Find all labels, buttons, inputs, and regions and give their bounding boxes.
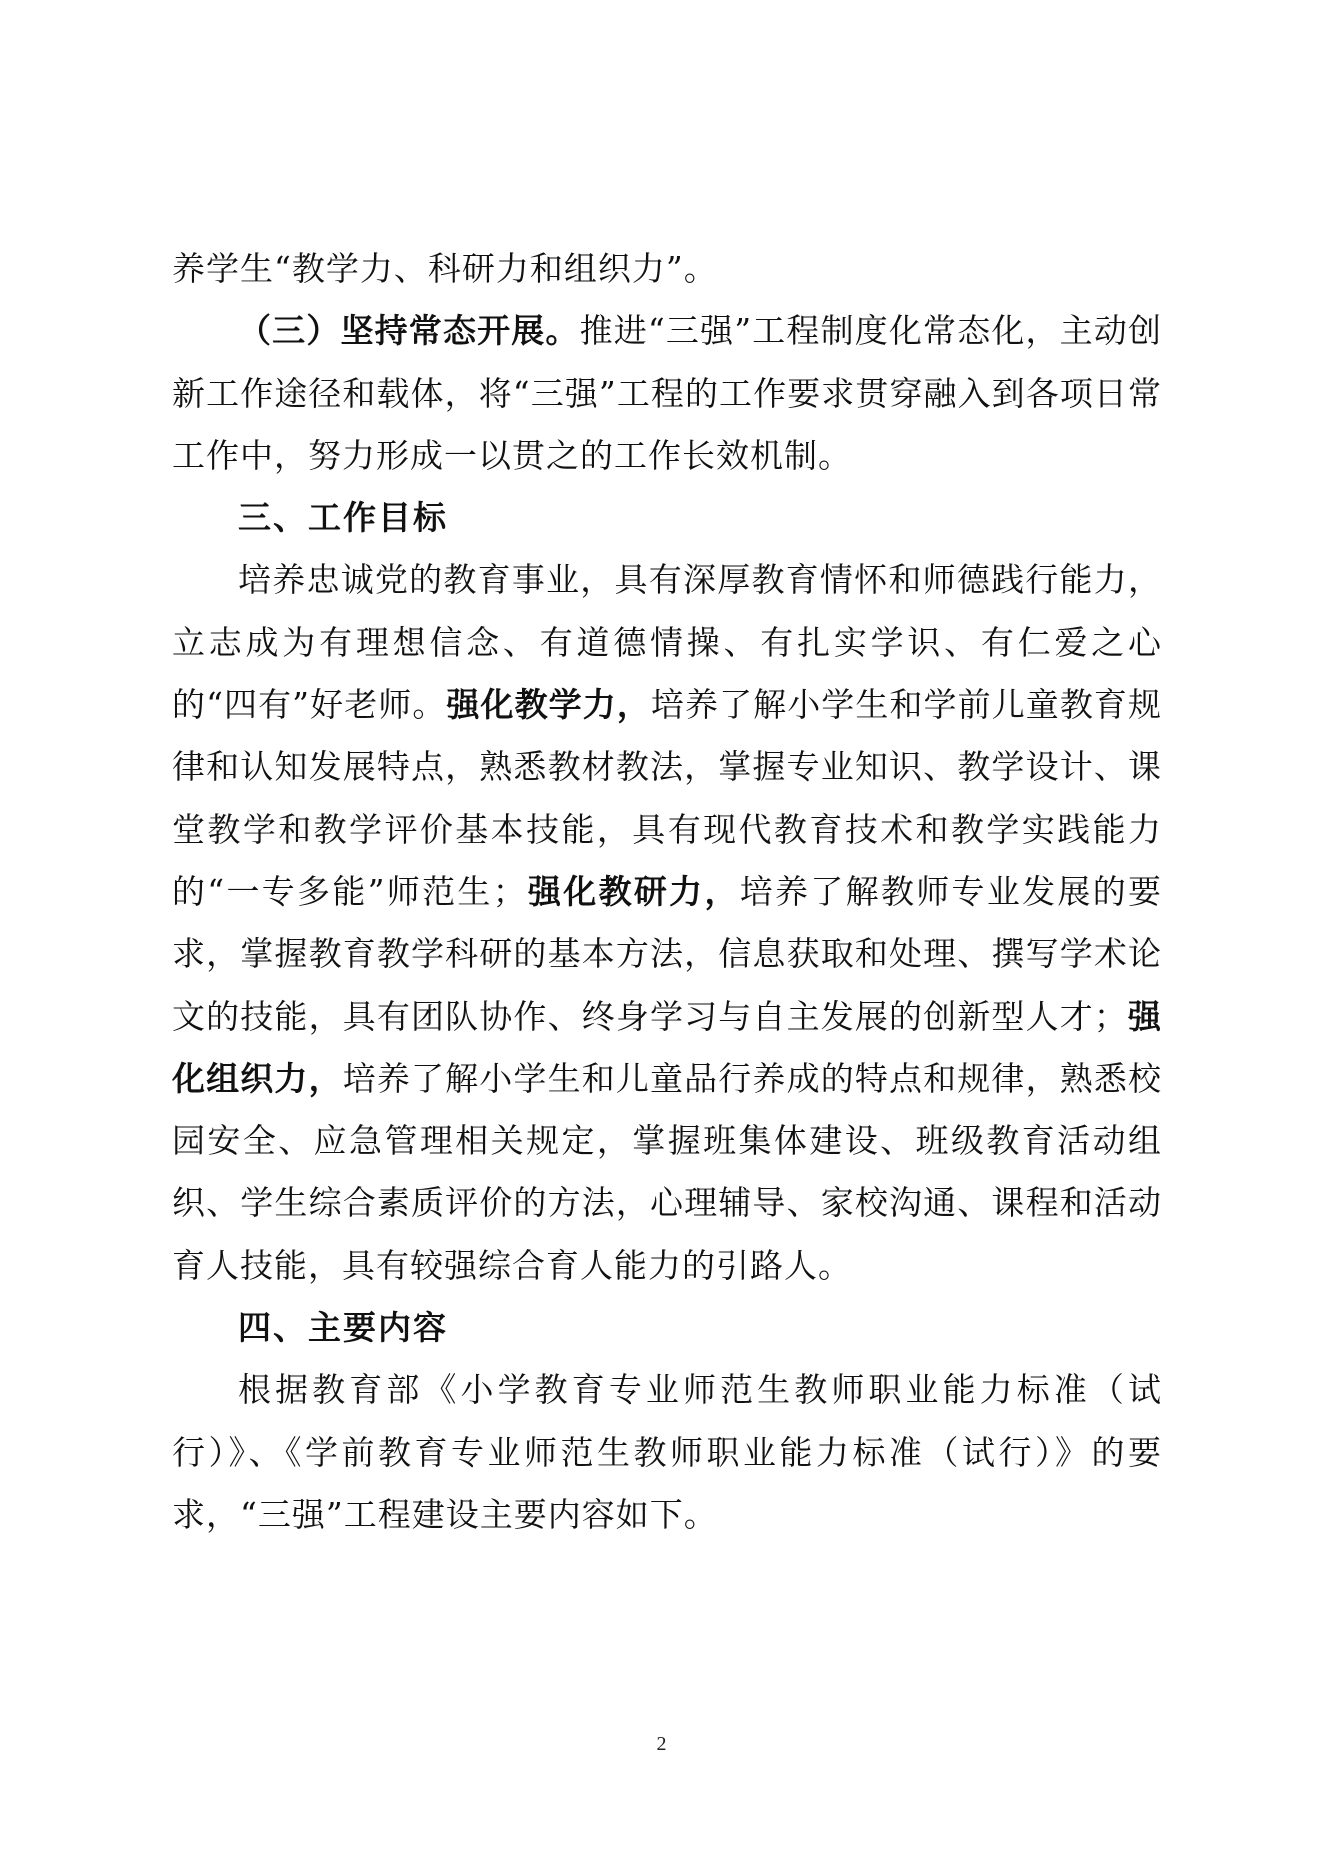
paragraph-continuation [172, 238, 1162, 300]
paragraph-main-content [172, 1359, 1162, 1546]
emphasis-research-ability: 强化教研力， [526, 871, 740, 911]
paragraph-text: 培养了解小学生和学前儿童教育规律和认知发展特点，熟悉教材教法，掌握专业知识、教学设计、课堂教学和教学评价基本技能，具有现代教育技术和教学实践能力的“一专多能”师范生； [172, 685, 1163, 911]
document-body [172, 238, 1162, 1546]
heading-text: 三、工作目标 [238, 498, 448, 538]
paragraph-persist-routine [172, 300, 1162, 487]
emphasis-organization-ability: 强化组织力， [172, 996, 1163, 1098]
emphasis-teaching-ability: 强化教学力， [446, 685, 651, 725]
section-heading-work-goals [172, 487, 1162, 549]
paragraph-text: 根据教育部《小学教育专业师范生教师职业能力标准（试行）》、《学前教育专业师范生教师职业能力标准（试行）》的要求，“三强”工程建设主要内容如下。 [172, 1370, 1162, 1534]
heading-text: 四、主要内容 [238, 1308, 448, 1348]
paragraph-text: 培养了解小学生和儿童品行养成的特点和规律，熟悉校园安全、应急管理相关规定，掌握班集体建设、班级教育活动组织、学生综合素质评价的方法，心理辅导、家校沟通、课程和活动育人技能，具有较强综合育人能力的引路人。 [172, 1058, 1163, 1285]
paragraph-lead-bold: （三）坚持常态开展。 [238, 311, 580, 351]
paragraph-text: 培养忠诚党的教育事业，具有深厚教育情怀和师德践行能力，立志成为有理想信念、有道德情操、有扎实学识、有仁爱之心的“四有”好老师。 [172, 560, 1162, 725]
paragraph-text: 养学生“教学力、科研力和组织力”。 [172, 249, 718, 288]
paragraph-text: 培养了解教师专业发展的要求，掌握教育教学科研的基本方法，信息获取和处理、撰写学术论文的技能，具有团队协作、终身学习与自主发展的创新型人才； [172, 871, 1163, 1036]
paragraph-work-goals [172, 549, 1162, 1297]
page-number: 2 [656, 1733, 667, 1755]
section-heading-main-content [172, 1297, 1162, 1359]
paragraph-text: 推进“三强”工程制度化常态化，主动创新工作途径和载体，将“三强”工程的工作要求贯穿融入到各项日常工作中，努力形成一以贯之的工作长效机制。 [172, 311, 1162, 475]
